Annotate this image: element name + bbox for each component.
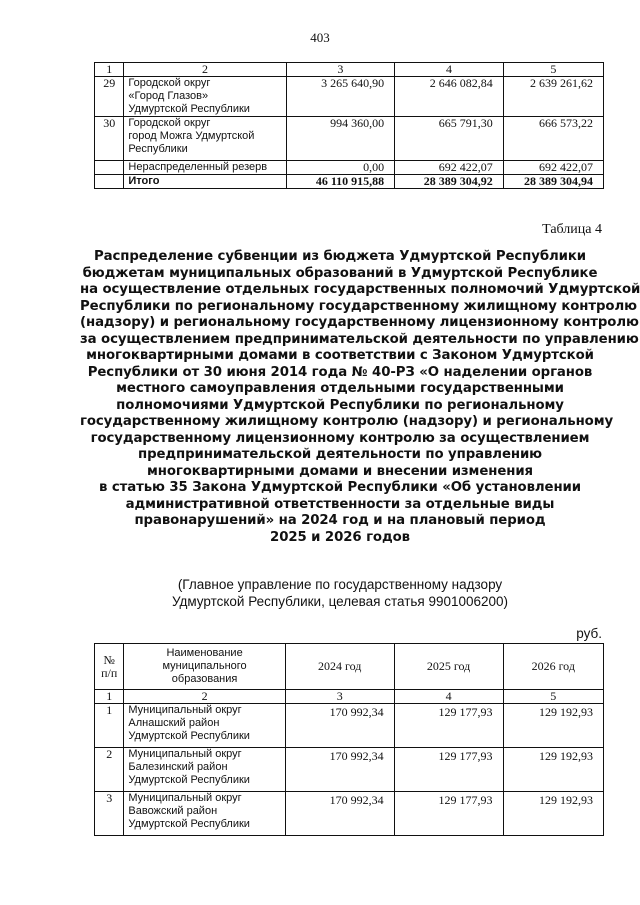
title-line: за осуществлением предпринимательской деятельности по управлению: [80, 331, 639, 347]
table-row: [95, 77, 604, 117]
subtitle-line: Удмуртской Республики, целевая статья 9901006200): [171, 594, 509, 609]
column-number: 1: [95, 690, 124, 704]
name-line: Муниципальный округ: [128, 748, 242, 760]
header-line: №: [103, 652, 115, 667]
name-line: Удмуртской Республики: [128, 103, 250, 115]
title-line: многоквартирными домами и внесении изменения: [147, 463, 533, 479]
name-line: Удмуртской Республики: [128, 818, 250, 830]
empty-cell: [95, 161, 124, 175]
row-number: 2: [95, 748, 124, 792]
amount-2024: 0,00: [286, 161, 395, 175]
amount-2026: 666 573,22: [503, 117, 603, 161]
name-line: Балезинский район: [128, 761, 228, 773]
amount-2024: 170 992,34: [285, 704, 394, 748]
header-line: п/п: [101, 665, 118, 680]
name-line: Вавожский район: [128, 805, 218, 817]
subtitle-line: (Главное управление по государственному надзору: [177, 577, 503, 592]
amount-2024: 994 360,00: [286, 117, 395, 161]
amount-2026: 129 192,93: [503, 792, 603, 836]
header-name: [124, 644, 285, 690]
title-line: Распределение субвенции из бюджета Удмуртской Республики: [93, 249, 587, 264]
title-line: государственному жилищному контролю (надзору) и региональному: [80, 414, 614, 429]
title-line: на осуществление отдельных государственных полномочий Удмуртской: [80, 282, 640, 297]
amount-2025: 2 646 082,84: [395, 77, 504, 117]
name-line: Городской округ: [128, 117, 211, 129]
row-number: 30: [95, 117, 124, 161]
row-number: 29: [95, 77, 124, 117]
amount-2025: 665 791,30: [395, 117, 504, 161]
amount-2026: 129 192,93: [503, 748, 603, 792]
column-number: 2: [124, 690, 285, 704]
name-line: Муниципальный округ: [128, 704, 242, 716]
amount-2024: 170 992,34: [285, 792, 394, 836]
header-2026: 2026 год: [503, 644, 603, 690]
amount-2025: 129 177,93: [394, 792, 503, 836]
table-row: [95, 117, 604, 161]
total-2026: 28 389 304,94: [503, 175, 603, 189]
column-number: 5: [503, 690, 603, 704]
amount-2026: 129 192,93: [503, 704, 603, 748]
name-line: Удмуртской Республики: [128, 774, 250, 786]
empty-cell: [95, 175, 124, 189]
row-number: 3: [95, 792, 124, 836]
municipality-name: [124, 792, 285, 836]
title-line: местного самоуправления отдельными государственными: [116, 381, 564, 396]
title-line: административной ответственности за отдельные виды: [125, 496, 555, 512]
currency-unit: руб.: [576, 626, 602, 641]
table-row: [95, 704, 604, 748]
name-line: Республики: [128, 143, 188, 155]
column-number: 4: [395, 63, 504, 77]
title-line: государственному лицензионному контролю за осуществлением: [90, 430, 590, 446]
name-line: Алнашский район: [128, 717, 220, 729]
top-table-column-numbers: [95, 63, 604, 77]
title-line: предпринимательской деятельности по управлению: [137, 447, 542, 462]
name-line: город Можга Удмуртской: [128, 130, 255, 142]
header-2024: 2024 год: [285, 644, 394, 690]
top-table: [94, 62, 604, 189]
amount-2024: 3 265 640,90: [286, 77, 395, 117]
name-line: Удмуртской Республики: [128, 730, 250, 742]
title-line: бюджетам муниципальных образований в Удмуртской Республике: [82, 265, 598, 281]
amount-2025: 692 422,07: [395, 161, 504, 175]
page-number: 403: [310, 30, 330, 45]
total-label: Итого: [124, 175, 286, 189]
amount-2026: 2 639 261,62: [503, 77, 603, 117]
title-line: Республики по региональному государственному жилищному контролю: [80, 298, 637, 314]
municipality-name: [124, 117, 286, 161]
total-row: [95, 175, 604, 189]
document-subtitle: [80, 576, 600, 610]
title-line: в статью 35 Закона Удмуртской Республики «Об установлении: [99, 480, 581, 495]
table-column-numbers: [95, 690, 604, 704]
column-number: 3: [285, 690, 394, 704]
title-line: правонарушений» на 2024 год и на плановый период: [134, 513, 546, 528]
municipality-name: [124, 704, 285, 748]
row-number: 1: [95, 704, 124, 748]
table-label: Таблица 4: [542, 222, 602, 237]
name-line: «Город Глазов»: [128, 90, 209, 102]
title-line: полномочиями Удмуртской Республики по региональному: [116, 397, 564, 413]
total-2024: 46 110 915,88: [286, 175, 395, 189]
table-row: [95, 748, 604, 792]
title-line: Республики от 30 июня 2014 года № 40-РЗ «О наделении органов: [87, 364, 593, 380]
total-2025: 28 389 304,92: [395, 175, 504, 189]
amount-2025: 129 177,93: [394, 748, 503, 792]
title-line: (надзору) и региональному государственному лицензионному контролю: [80, 315, 639, 330]
name-line: Муниципальный округ: [128, 792, 242, 804]
subvention-table: [94, 643, 604, 836]
reserve-label: Нераспределенный резерв: [124, 161, 286, 175]
document-title: [80, 249, 640, 546]
header-2025: 2025 год: [394, 644, 503, 690]
name-line: Городской округ: [128, 77, 211, 89]
column-number: 5: [503, 63, 603, 77]
column-number: 3: [286, 63, 395, 77]
column-number: 2: [124, 63, 286, 77]
title-line: 2025 и 2026 годов: [270, 529, 410, 545]
title-line: многоквартирными домами в соответствии с Законом Удмуртской: [86, 348, 594, 363]
column-number: 1: [95, 63, 124, 77]
table-header-row: [95, 644, 604, 690]
column-number: 4: [394, 690, 503, 704]
amount-2026: 692 422,07: [503, 161, 603, 175]
header-line: образования: [171, 673, 238, 685]
amount-2024: 170 992,34: [285, 748, 394, 792]
header-line: муниципального: [162, 660, 247, 672]
amount-2025: 129 177,93: [394, 704, 503, 748]
municipality-name: [124, 77, 286, 117]
header-line: Наименование: [166, 647, 243, 659]
header-number: [95, 644, 124, 690]
reserve-row: [95, 161, 604, 175]
table-row: [95, 792, 604, 836]
municipality-name: [124, 748, 285, 792]
